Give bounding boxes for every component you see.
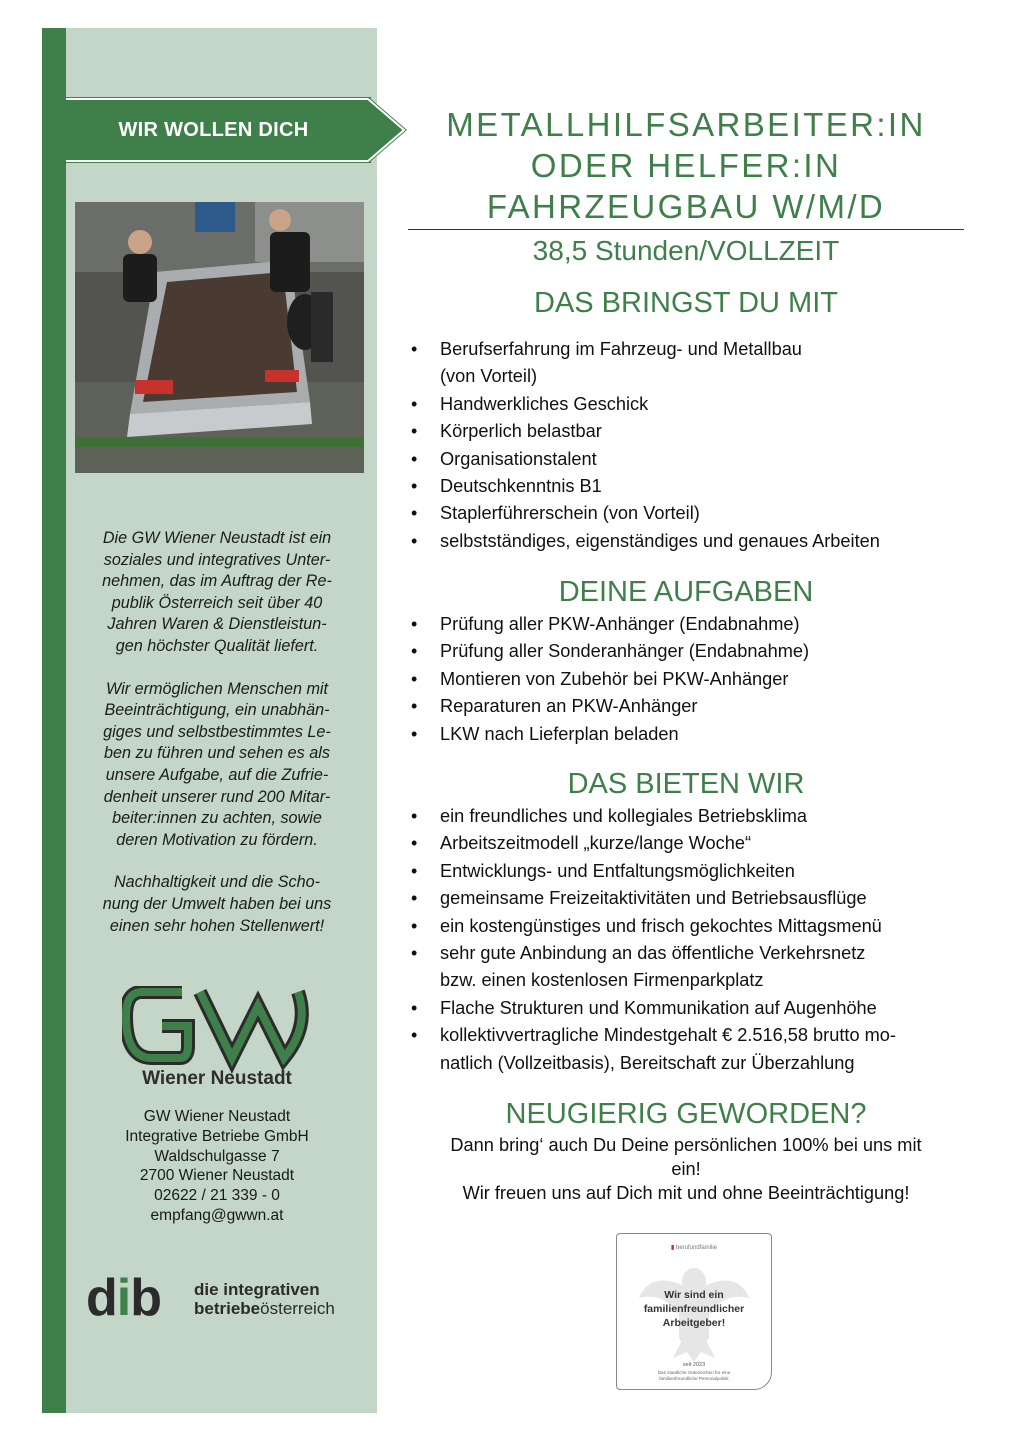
dib-mark-d: d (86, 1269, 117, 1327)
about-line: denheit unserer rund 200 Mitar- (103, 787, 331, 806)
list-item (408, 830, 968, 857)
gw-logo (122, 986, 314, 1116)
working-hours: 38,5 Stunden/VOLLZEIT (532, 235, 840, 266)
title-divider (408, 229, 964, 230)
list-item-text: bzw. einen kostenlosen Firmenparkplatz (440, 970, 764, 991)
list-item-text: Reparaturen an PKW-Anhänger (440, 696, 698, 717)
list-item-text: kollektivvertragliche Mindestgehalt € 2.516,58 brutto mo- (440, 1025, 896, 1046)
about-paragraph-3 (82, 872, 352, 937)
list-item (408, 721, 968, 748)
list-item (408, 638, 968, 665)
seal-foot-line: Das staatliche Gütezeichen für eine (657, 1370, 731, 1375)
sidebar (42, 28, 377, 1413)
about-line: nung der Umwelt haben bei uns (102, 894, 332, 913)
about-line: giges und selbstbestimmtes Le- (103, 722, 331, 741)
job-title-line: FAHRZEUGBAU W/M/D (486, 188, 886, 225)
company-address (82, 1107, 352, 1226)
workshop-photo (75, 202, 364, 473)
seal-year: seit 2023 (682, 1362, 706, 1368)
gw-logo-caption: Wiener Neustadt (142, 1068, 292, 1089)
seal-foot-line: familienfreundliche Personalpolitik (659, 1376, 729, 1381)
list-item-text: Flache Strukturen und Kommunikation auf Augenhöhe (440, 997, 877, 1018)
dib-mark-b: b (130, 1269, 161, 1327)
about-line: unsere Aufgabe, auf die Zufrie- (105, 765, 329, 784)
about-paragraph-1 (82, 528, 352, 658)
list-item (408, 418, 968, 445)
list-item-text: selbstständiges, eigenständiges und genaues Arbeiten (440, 530, 880, 551)
dib-mark-i: i (116, 1269, 131, 1327)
about-line: einen sehr hohen Stellenwert! (109, 916, 325, 935)
address-line: 2700 Wiener Neustadt (139, 1167, 295, 1185)
list-item-text: Körperlich belastbar (440, 421, 602, 442)
list-item-text: Arbeitszeitmodell „kurze/lange Woche“ (440, 833, 752, 854)
banner-text: WIR WOLLEN DICH (118, 118, 309, 141)
about-line: beiter:innen zu achten, sowie (112, 809, 322, 828)
cta-line: Wir freuen uns auf Dich mit und ohne Beeinträchtigung! (462, 1183, 910, 1203)
seal-main-line: familienfreundlicher (643, 1303, 745, 1315)
list-item (408, 500, 968, 527)
list-item-text: ein freundliches und kollegiales Betriebsklima (440, 806, 807, 826)
seal-main-text (617, 1288, 771, 1330)
phone-number: 02622 / 21 339 - 0 (154, 1187, 280, 1205)
call-to-action (408, 1133, 964, 1205)
seal-footnote (627, 1370, 761, 1382)
family-friendly-seal (616, 1233, 772, 1390)
dib-logo-text (194, 1280, 335, 1318)
list-item-text: Berufserfahrung im Fahrzeug- und Metallbau (440, 339, 802, 359)
cta-line: Dann bring‘ auch Du Deine persönlichen 100% bei uns mit (450, 1135, 922, 1155)
about-line: publik Österreich seit über 40 (111, 593, 323, 612)
dib-line-2-rest: österreich (260, 1299, 335, 1318)
list-item-text: Prüfung aller PKW-Anhänger (Endabnahme) (440, 614, 800, 634)
requirements-list (408, 336, 968, 555)
list-item (408, 446, 968, 473)
list-item-text: sehr gute Anbindung an das öffentliche Verkehrsnetz (440, 943, 866, 964)
about-line: ben zu führen und sehen es als (104, 744, 330, 763)
about-line: nehmen, das im Auftrag der Re- (102, 572, 332, 591)
list-item-text: LKW nach Lieferplan beladen (440, 723, 679, 744)
section-heading-requirements: DAS BRINGST DU MIT (534, 287, 838, 319)
list-item (408, 528, 968, 555)
list-item (408, 995, 968, 1022)
section-heading-tasks: DEINE AUFGABEN (558, 576, 814, 608)
list-item-text: (von Vorteil) (440, 366, 538, 387)
job-title-line: ODER HELFER:IN (530, 147, 842, 184)
list-item-text: natlich (Vollzeitbasis), Bereitschaft zur Überzahlung (440, 1052, 855, 1073)
list-item-text: Montieren von Zubehör bei PKW-Anhänger (440, 668, 789, 689)
list-item-text: gemeinsame Freizeitaktivitäten und Betriebsausflüge (440, 888, 867, 909)
sidebar-stripe (42, 28, 66, 1413)
about-paragraph-2 (82, 679, 352, 852)
about-line: Die GW Wiener Neustadt ist ein (102, 529, 332, 547)
list-item (408, 940, 968, 995)
banner (66, 97, 412, 163)
list-item-text: Deutschkenntnis B1 (440, 476, 602, 497)
about-line: Wir ermöglichen Menschen mit (105, 679, 329, 698)
dib-line-2 (194, 1299, 335, 1318)
list-item-text: Entwicklungs- und Entfaltungsmöglichkeiten (440, 860, 795, 881)
list-item (408, 1022, 968, 1077)
list-item (408, 885, 968, 912)
company-description (82, 528, 352, 958)
address-line: Waldschulgasse 7 (154, 1147, 280, 1165)
section-heading-benefits: DAS BIETEN WIR (567, 768, 805, 800)
list-item-text: Organisationstalent (440, 448, 597, 469)
list-item-text: Handwerkliches Geschick (440, 393, 649, 414)
dib-logo-mark (86, 1268, 161, 1328)
dib-line-1: die integrativen (194, 1280, 320, 1299)
about-line: Jahren Waren & Dienstleistun- (107, 615, 327, 634)
about-line: Beeinträchtigung, ein unabhän- (104, 701, 330, 720)
list-item-text: ein kostengünstiges und frisch gekochtes Mittagsmenü (440, 915, 882, 936)
email-address[interactable]: empfang@gwwn.at (150, 1206, 284, 1224)
list-item (408, 913, 968, 940)
list-item (408, 858, 968, 885)
about-line: Nachhaltigkeit und die Scho- (113, 873, 321, 892)
list-item-text: Staplerführerschein (von Vorteil) (440, 503, 700, 524)
tasks-list (408, 611, 968, 748)
list-item (408, 391, 968, 418)
seal-main-line: Wir sind ein (664, 1289, 724, 1301)
seal-main-line: Arbeitgeber! (662, 1317, 726, 1329)
about-line: gen höchster Qualität liefert. (115, 636, 319, 655)
list-item (408, 666, 968, 693)
list-item (408, 473, 968, 500)
job-title (408, 104, 964, 227)
section-heading-contact: NEUGIERIG GEWORDEN? (505, 1098, 867, 1130)
address-line: Integrative Betriebe GmbH (125, 1127, 309, 1145)
list-item (408, 803, 968, 830)
list-item (408, 693, 968, 720)
benefits-list (408, 803, 968, 1077)
dib-line-2-bold: betriebe (194, 1299, 261, 1318)
list-item (408, 611, 968, 638)
cta-line: ein! (671, 1159, 701, 1179)
trailer-photo-illustration (75, 202, 364, 473)
about-line: soziales und integratives Unter- (103, 550, 331, 569)
address-line: GW Wiener Neustadt (143, 1108, 291, 1125)
dib-logo (86, 1268, 356, 1328)
list-item-text: Prüfung aller Sonderanhänger (Endabnahme) (440, 641, 810, 662)
job-title-line: METALLHILFSARBEITER:IN (446, 106, 926, 143)
list-item (408, 336, 968, 391)
seal-top-text: berufundfamilie (675, 1245, 718, 1251)
about-line: deren Motivation zu fördern. (116, 830, 318, 849)
seal-mark-icon: ▮ (671, 1245, 675, 1251)
